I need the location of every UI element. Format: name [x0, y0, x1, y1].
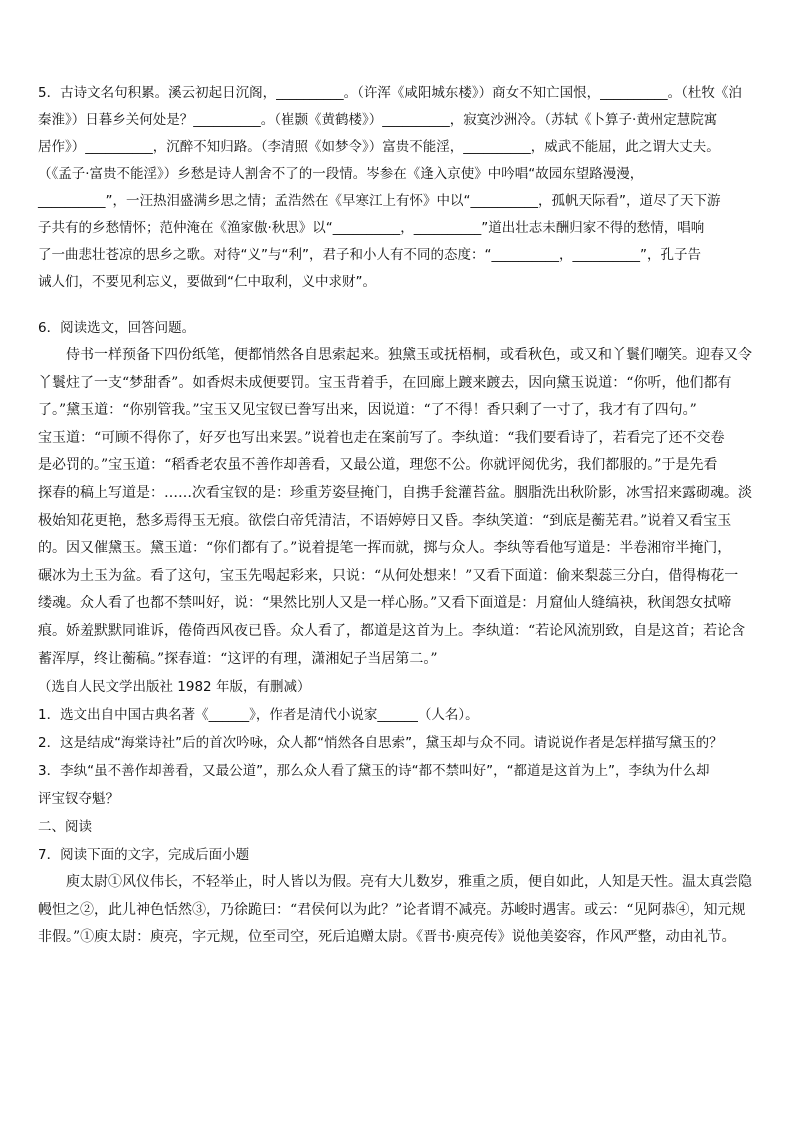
q6-subquestion: 1．选文出自中国古典名著《______》，作者是清代小说家______（人名）。 — [38, 707, 479, 724]
q7-passage-line: 幔怛之②，此儿神色恬然③，乃徐跪曰：“君侯何以为此？”论者谓不减亮。苏峻时遇害。或云：“见阿恭④，知元规 — [38, 901, 746, 918]
q6-passage-line: 是必罚的。”宝玉道：“稻香老农虽不善作却善看，又最公道，理您不公。你就评阅优劣，我们都服的。”于是先看 — [38, 457, 718, 474]
q7-heading: 7．阅读下面的文字，完成后面小题 — [38, 847, 250, 864]
q6-passage-line: 碾冰为土玉为盆。看了这句，宝玉先喝起彩来，只说：“从何处想来！”又看下面道：偷来梨蕊三分白，借得梅花一 — [38, 567, 739, 584]
q6-passage-line: 极始知花更艳，愁多焉得玉无痕。欲偿白帝凭清洁，不语婷婷日又昏。李纨笑道：“到底是蘅芜君。”说着又看宝玉 — [38, 512, 732, 529]
q5-line: 5．古诗文名句积累。溪云初起日沉阁，__________。（许浑《咸阳城东楼》）商女不知亡国恨，__________。（杜牧《泊 — [38, 85, 742, 101]
q6-passage-line: 探春的稿上写道是：……次看宝钗的是：珍重芳姿昼掩门，自携手瓮灌苔盆。胭脂洗出秋阶影，冰雪招来露砌魂。淡 — [38, 484, 752, 501]
question-7 — [38, 841, 756, 952]
q5-line: 子共有的乡愁情怀；范仲淹在《渔家傲·秋思》以“__________，__________”道出壮志未酬归家不得的愁情，唱响 — [38, 220, 705, 236]
section-heading-reading: 二、阅读 — [38, 819, 92, 836]
q6-heading: 6．阅读选文，回答问题。 — [38, 320, 196, 336]
q5-line: __________”，一汪热泪盛满乡思之情；孟浩然在《早寒江上有怀》中以“__________，孤帆天际看”，道尽了天下游 — [38, 193, 721, 209]
spacer — [38, 296, 756, 314]
question-5 — [38, 80, 756, 296]
q5-line: （《孟子·富贵不能淫》）乡愁是诗人割舍不了的一段情。岑参在《逢入京使》中吟唱“故园东望路漫漫， — [38, 166, 644, 182]
q6-passage-line: 了。”黛玉道：“你别管我。”宝玉又见宝钗已誊写出来，因说道：“了不得！香只剩了一寸了，我才有了四句。” — [38, 402, 697, 419]
q6-passage-line: 宝玉道：“可顾不得你了，好歹也写出来罢。”说着也走在案前写了。李纨道：“我们要看诗了，若看完了还不交卷 — [38, 429, 725, 446]
q5-line: 居作》）__________，沉醉不知归路。（李清照《如梦令》）富贵不能淫，__________，威武不能屈，此之谓大丈夫。 — [38, 139, 720, 155]
q6-passage-line: 痕。娇羞默默同谁诉，倦倚西风夜已昏。众人看了，都道是这首为上。李纨道：“若论风流别致，自是这首；若论含 — [38, 622, 746, 639]
question-6 — [38, 314, 756, 813]
q6-passage-line: 蓄浑厚，终让蘅稿。”探春道：“这评的有理，潇湘妃子当居第二。” — [38, 650, 438, 667]
q5-line: 诫人们，不要见利忘义，要做到“仁中取利，义中求财”。 — [38, 274, 376, 290]
q6-passage-line: 的。因又催黛玉。黛玉道：“你们都有了。”说着提笔一挥而就，掷与众人。李纨等看他写道是：半卷湘帘半掩门， — [38, 540, 732, 557]
q6-subquestion-cont: 评宝钗夺魁？ — [38, 791, 119, 808]
q6-source: （选自人民文学出版社 1982 年版，有删减） — [38, 679, 311, 696]
q6-passage-line: 侍书一样预备下四份纸笔，便都悄然各自思索起来。独黛玉或抚梧桐，或看秋色，或又和丫鬟们嘲笑。迎春又令 — [66, 347, 752, 363]
q6-passage-line: 缕魂。众人看了也都不禁叫好，说：“果然比别人又是一样心肠。”又看下面道是：月窟仙人缝缟袂，秋闺怨女拭啼 — [38, 595, 732, 612]
q5-line: 了一曲悲壮苍凉的思乡之歌。对待“义”与“利”，君子和小人有不同的态度：“__________，__________”，孔子告 — [38, 247, 701, 263]
q6-subquestion: 2．这是结成“海棠诗社”后的首次吟咏，众人都“悄然各自思索”，黛玉却与众不同。请说说作者是怎样描写黛玉的？ — [38, 735, 723, 752]
q6-subquestion: 3．李纨“虽不善作却善看，又最公道”，那么众人看了黛玉的诗“都不禁叫好”，“都道是这首为上”，李纨为什么却 — [38, 763, 710, 780]
q7-passage-line: 非假。”①庾太尉：庾亮，字元规，位至司空，死后追赠太尉。《晋书·庾亮传》说他美姿容，作风严整，动由礼节。 — [38, 929, 736, 946]
q5-line: 秦淮》）日暮乡关何处是？__________。（崔颢《黄鹤楼》）__________，寂寞沙洲冷。（苏轼《卜算子·黄州定慧院寓 — [38, 112, 718, 128]
q6-passage-line: 丫鬟炷了一支“梦甜香”。如香烬未成便要罚。宝玉背着手，在回廊上踱来踱去，因向黛玉说道：“你听，他们都有 — [38, 374, 732, 391]
q7-passage-line: 庾太尉①风仪伟长，不轻举止，时人皆以为假。亮有大儿数岁，雅重之质，便自如此，人知是天性。温太真尝隐 — [66, 874, 752, 891]
